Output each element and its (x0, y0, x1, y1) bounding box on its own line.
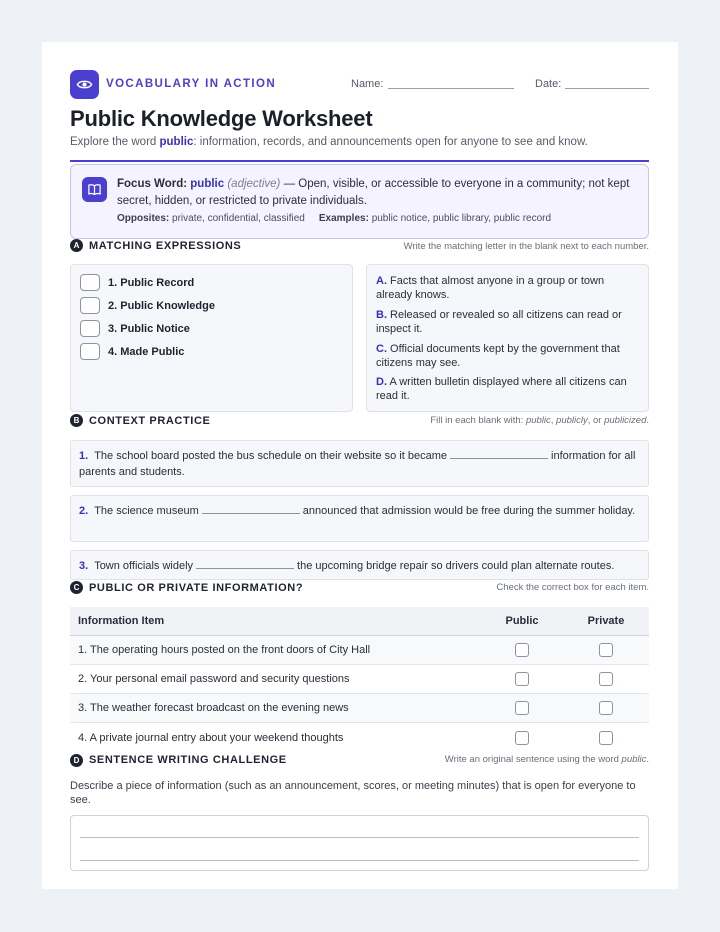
table-row: 1. The operating hours posted on the front doors of City Hall (70, 636, 649, 665)
matching-term: 2. Public Knowledge (80, 297, 215, 314)
section-b-title: CONTEXT PRACTICE (89, 415, 211, 427)
section-a-badge: A (70, 239, 83, 252)
matching-term: 4. Made Public (80, 343, 184, 360)
matching-definition: C. Official documents kept by the government that citizens may see. (376, 343, 620, 369)
date-label: Date: (535, 78, 562, 90)
answer-box[interactable] (80, 343, 100, 360)
matching-definition: A. Facts that almost anyone in a group or town already knows. (376, 275, 605, 301)
section-d-badge: D (70, 754, 83, 767)
matching-definition: D. A written bulletin displayed where all citizens can read it. (376, 376, 627, 402)
public-checkbox[interactable] (515, 701, 529, 715)
section-d-hint: Write an original sentence using the word public. (444, 754, 649, 765)
table-row: 3. The weather forecast broadcast on the evening news (70, 694, 649, 723)
page-subtitle: Explore the word public: information, records, and announcements open for anyone to see and know. (70, 136, 588, 148)
name-field[interactable] (388, 88, 514, 89)
classification-table (70, 607, 649, 752)
eye-icon (70, 70, 99, 99)
section-c-badge: C (70, 581, 83, 594)
answer-blank[interactable] (450, 449, 548, 459)
public-checkbox[interactable] (515, 672, 529, 686)
book-icon (82, 177, 107, 202)
table-header: Information Item Public Private (70, 607, 649, 636)
matching-terms-panel (70, 264, 353, 412)
table-row: 2. Your personal email password and security questions (70, 665, 649, 694)
section-c-hint: Check the correct box for each item. (496, 582, 649, 593)
matching-term: 3. Public Notice (80, 320, 190, 337)
sentence-answer-area[interactable] (70, 815, 649, 871)
section-a-hint: Write the matching letter in the blank next to each number. (403, 241, 649, 252)
brand-label: VOCABULARY IN ACTION (106, 78, 277, 90)
private-checkbox[interactable] (599, 643, 613, 657)
page-title: Public Knowledge Worksheet (70, 106, 373, 131)
section-d-title: SENTENCE WRITING CHALLENGE (89, 754, 287, 766)
matching-definition: B. Released or revealed so all citizens can read or inspect it. (376, 309, 622, 335)
answer-blank[interactable] (202, 504, 300, 514)
focus-related-words: Opposites: private, confidential, classified Examples: public notice, public library, public record (117, 213, 552, 224)
public-checkbox[interactable] (515, 643, 529, 657)
context-sentence: 1. The school board posted the bus schedule on their website so it became information for all parents and students. (70, 440, 649, 487)
name-label: Name: (351, 78, 384, 90)
section-b-badge: B (70, 414, 83, 427)
public-checkbox[interactable] (515, 731, 529, 745)
context-sentence: 3. Town officials widely the upcoming bridge repair so drivers could plan alternate routes. (70, 550, 649, 580)
answer-box[interactable] (80, 320, 100, 337)
date-field[interactable] (565, 88, 649, 89)
answer-box[interactable] (80, 297, 100, 314)
private-checkbox[interactable] (599, 731, 613, 745)
writing-line (80, 837, 639, 838)
writing-prompt: Describe a piece of information (such as an announcement, scores, or meeting minutes) that is open for everyone to see. (70, 780, 636, 806)
matching-definitions-panel (366, 264, 649, 412)
focus-definition: Focus Word: public (adjective) — Open, visible, or accessible to everyone in a community; not kept secret, hidden, or restricted to private individuals. (117, 178, 630, 207)
answer-box[interactable] (80, 274, 100, 291)
matching-term: 1. Public Record (80, 274, 194, 291)
header-divider (70, 160, 649, 162)
section-a-title: MATCHING EXPRESSIONS (89, 240, 242, 252)
writing-line (80, 860, 639, 861)
table-row: 4. A private journal entry about your weekend thoughts (70, 723, 649, 752)
section-c-title: PUBLIC OR PRIVATE INFORMATION? (89, 582, 304, 594)
answer-blank[interactable] (196, 559, 294, 569)
section-b-hint: Fill in each blank with: public, publicly, or publicized. (430, 415, 649, 426)
worksheet-page (42, 42, 678, 889)
focus-word-box (70, 164, 649, 239)
private-checkbox[interactable] (599, 672, 613, 686)
table-body (70, 636, 649, 752)
context-sentence: 2. The science museum announced that admission would be free during the summer holiday. (70, 495, 649, 542)
private-checkbox[interactable] (599, 701, 613, 715)
